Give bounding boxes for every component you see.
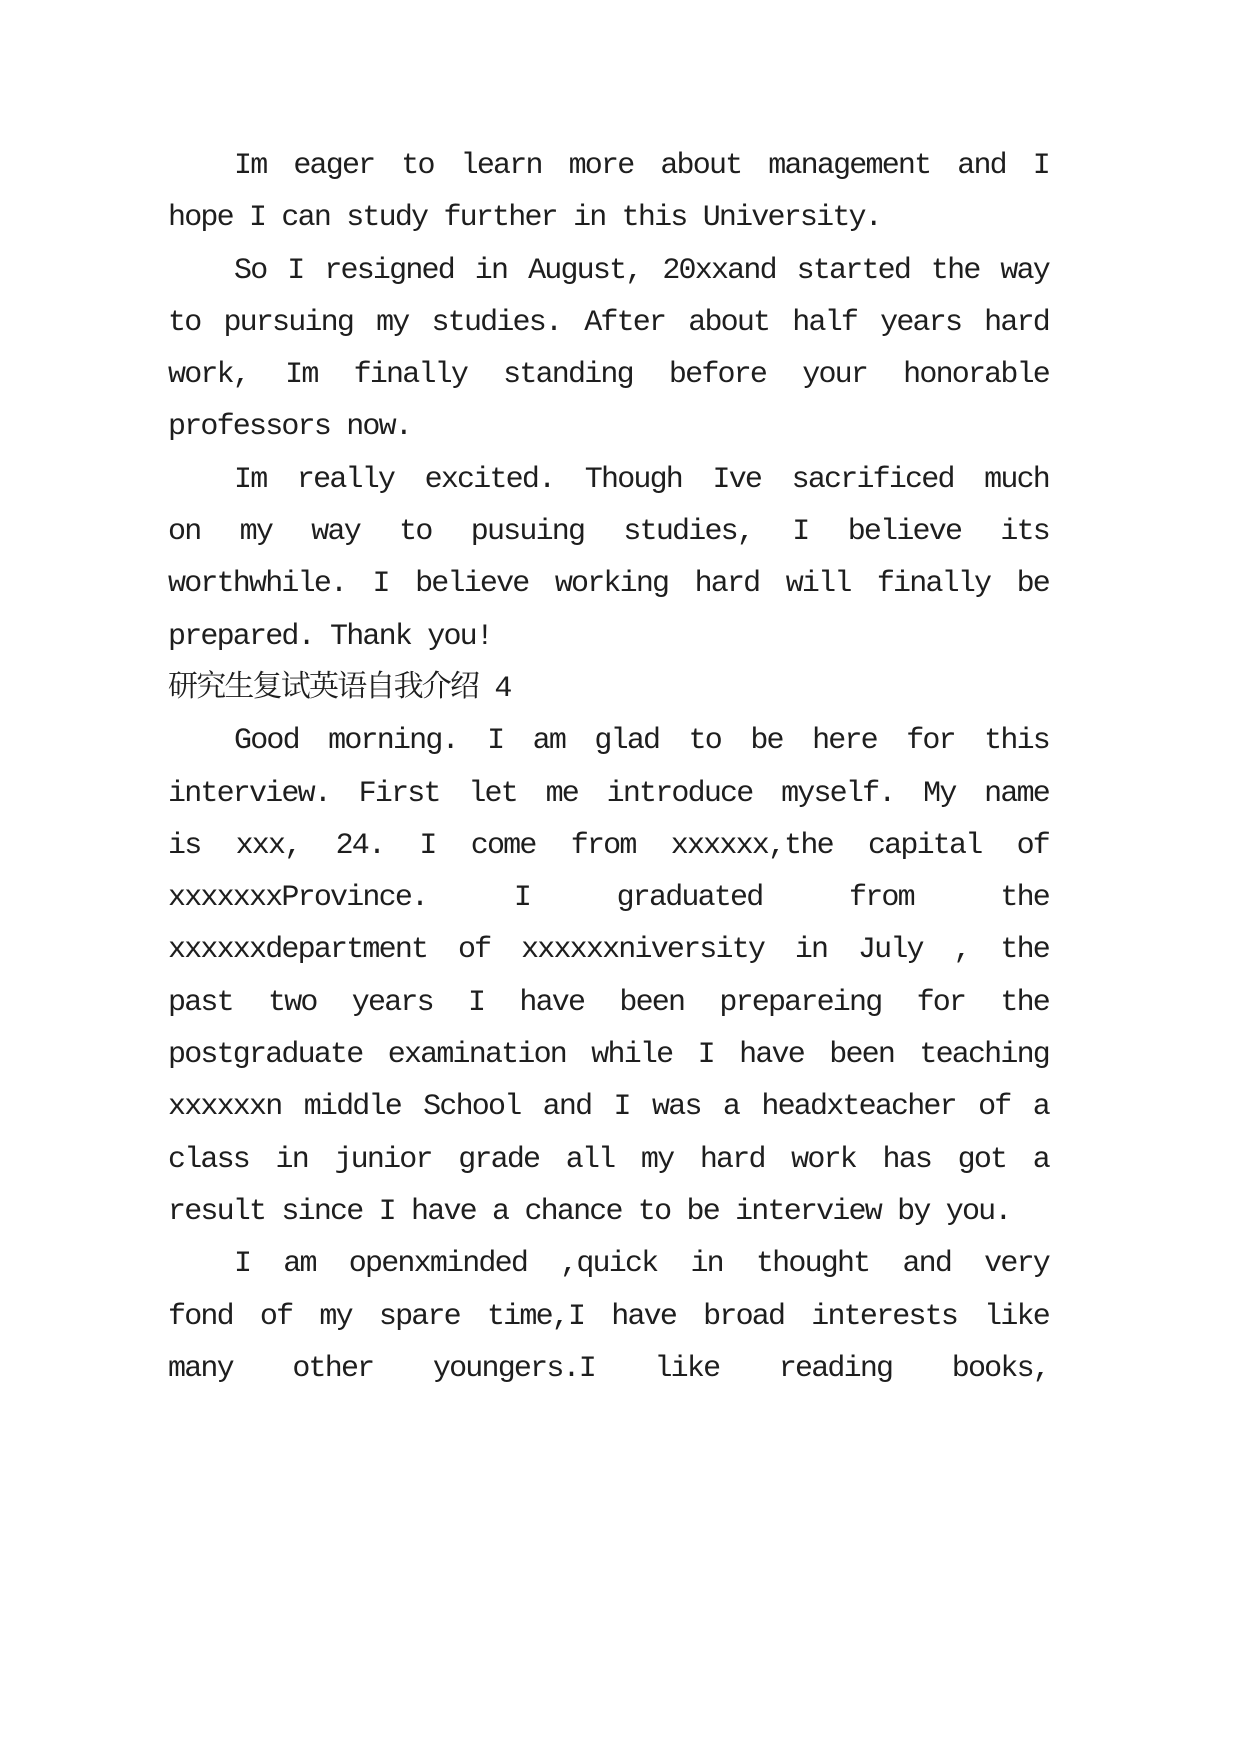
text-line: past two years I have been prepareing for the [168, 985, 1049, 1020]
section-heading [168, 663, 1049, 715]
text-line: is xxx, 24. I come from xxxxxx,the capital of [168, 828, 1049, 863]
heading-line: 研究生复试英语自我介绍 4 [168, 671, 511, 706]
text-line: interview. First let me introduce myself. My name [168, 776, 1049, 811]
text-line: Im eager to learn more about management and I [234, 149, 1049, 183]
text-line: I am openxminded ,quick in thought and very [234, 1247, 1049, 1282]
text-line: on my way to pusuing studies, I believe its [168, 515, 1049, 550]
text-line: fond of my spare time,I have broad interests like [168, 1299, 1049, 1334]
text-line: Im really excited. Though Ive sacrificed much [234, 462, 1049, 497]
text-line: Good morning. I am glad to be here for this [234, 724, 1049, 759]
text-line: xxxxxxxProvince. I graduated from the [168, 881, 1049, 916]
text-line: prepared. Thank you! [168, 619, 493, 654]
text-line: to pursuing my studies. After about half years hard [168, 305, 1049, 340]
paragraph [168, 454, 1049, 663]
paragraph [168, 245, 1049, 454]
paragraph [168, 1238, 1049, 1395]
text-line: hope I can study further in this University. [168, 201, 881, 236]
paragraph [168, 140, 1049, 245]
text-line: class in junior grade all my hard work has got a [168, 1142, 1049, 1177]
document-text-content [168, 140, 1049, 1395]
text-line: professors now. [168, 410, 412, 445]
text-line: So I resigned in August, 20xxand started the way [234, 253, 1049, 288]
text-line: result since I have a chance to be interview by you. [168, 1194, 1011, 1229]
text-line: xxxxxxn middle School and I was a headxteacher of a [168, 1090, 1049, 1125]
text-line: postgraduate examination while I have been teaching [168, 1038, 1049, 1073]
text-line: xxxxxxdepartment of xxxxxxniversity in July , the [168, 933, 1049, 968]
paragraph [168, 715, 1049, 1238]
text-line: worthwhile. I believe working hard will finally be [168, 567, 1049, 602]
text-line: work, Im finally standing before your honorable [168, 358, 1049, 393]
text-line: many other youngers.I like reading books, [168, 1351, 1049, 1386]
